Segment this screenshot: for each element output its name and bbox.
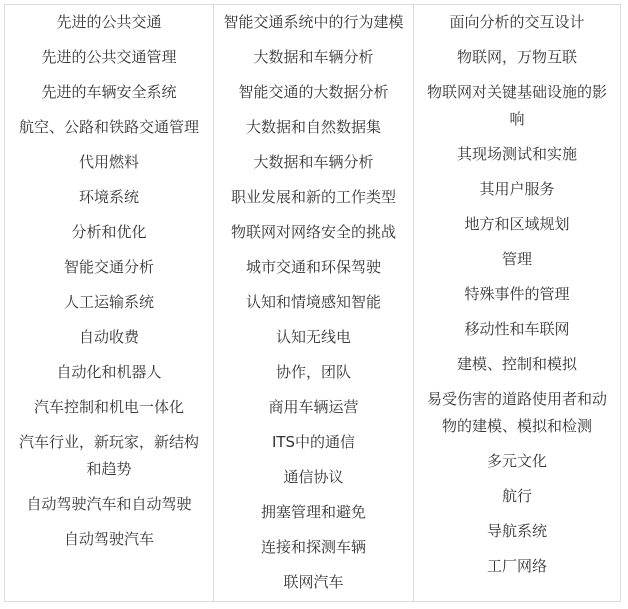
topic-item: 智能交通分析 (63, 258, 154, 276)
topic-item: 物联网，万物互联 (456, 48, 577, 66)
topic-item: 连接和探测车辆 (260, 538, 366, 556)
topic-item: 商用车辆运营 (268, 398, 359, 416)
topic-item: 自动驾驶汽车和自动驾驶 (26, 495, 192, 513)
topic-item: 其现场测试和实施 (456, 145, 577, 163)
topic-item: ITS中的通信 (271, 433, 356, 451)
topic-item: 自动化和机器人 (56, 363, 162, 381)
topic-item: 大数据和车辆分析 (253, 48, 374, 66)
topic-item: 物联网对关键基础设施的影响 (426, 83, 607, 128)
topic-item: 易受伤害的道路使用者和动物的建模、模拟和检测 (426, 390, 607, 435)
topic-item: 通信协议 (283, 468, 344, 486)
topic-item: 导航系统 (486, 522, 547, 540)
topic-item: 城市交通和环保驾驶 (245, 258, 381, 276)
topic-item: 协作，团队 (275, 363, 351, 381)
topic-item: 航空、公路和铁路交通管理 (18, 118, 199, 136)
topic-item: 多元文化 (486, 452, 547, 470)
topics-column-2 (213, 5, 413, 601)
topic-item: 先进的公共交通 (56, 13, 162, 31)
topic-item: 自动收费 (78, 328, 139, 346)
topic-item: 建模、控制和模拟 (456, 355, 577, 373)
topic-item: 管理 (501, 250, 532, 268)
topic-item: 地方和区域规划 (464, 215, 570, 233)
topic-item: 智能交通系统中的行为建模 (223, 13, 404, 31)
topic-item: 自动驾驶汽车 (63, 530, 154, 548)
topic-item: 航行 (501, 487, 532, 505)
topic-item: 面向分析的交互设计 (449, 13, 585, 31)
topic-item: 联网汽车 (283, 573, 344, 591)
topic-item: 环境系统 (78, 188, 139, 206)
topic-item: 其用户服务 (479, 180, 555, 198)
topic-item: 职业发展和新的工作类型 (230, 188, 396, 206)
topic-item: 人工运输系统 (63, 293, 154, 311)
topics-table (4, 4, 621, 602)
topic-item: 大数据和车辆分析 (253, 153, 374, 171)
topic-item: 工厂网络 (486, 557, 547, 575)
topic-item: 移动性和车联网 (464, 320, 570, 338)
topic-item: 汽车控制和机电一体化 (33, 398, 184, 416)
topic-item: 代用燃料 (78, 153, 139, 171)
topic-item: 分析和优化 (71, 223, 147, 241)
topics-column-1 (5, 5, 213, 601)
topic-item: 先进的车辆安全系统 (41, 83, 177, 101)
topic-item: 认知和情境感知智能 (245, 293, 381, 311)
topic-item: 特殊事件的管理 (464, 285, 570, 303)
topic-item: 大数据和自然数据集 (245, 118, 381, 136)
topic-item: 拥塞管理和避免 (260, 503, 366, 521)
topic-item: 认知无线电 (275, 328, 351, 346)
topics-column-3 (413, 5, 620, 601)
topic-item: 智能交通的大数据分析 (238, 83, 389, 101)
topic-item: 汽车行业，新玩家，新结构和趋势 (18, 433, 199, 478)
topic-item: 先进的公共交通管理 (41, 48, 177, 66)
topic-item: 物联网对网络安全的挑战 (230, 223, 396, 241)
